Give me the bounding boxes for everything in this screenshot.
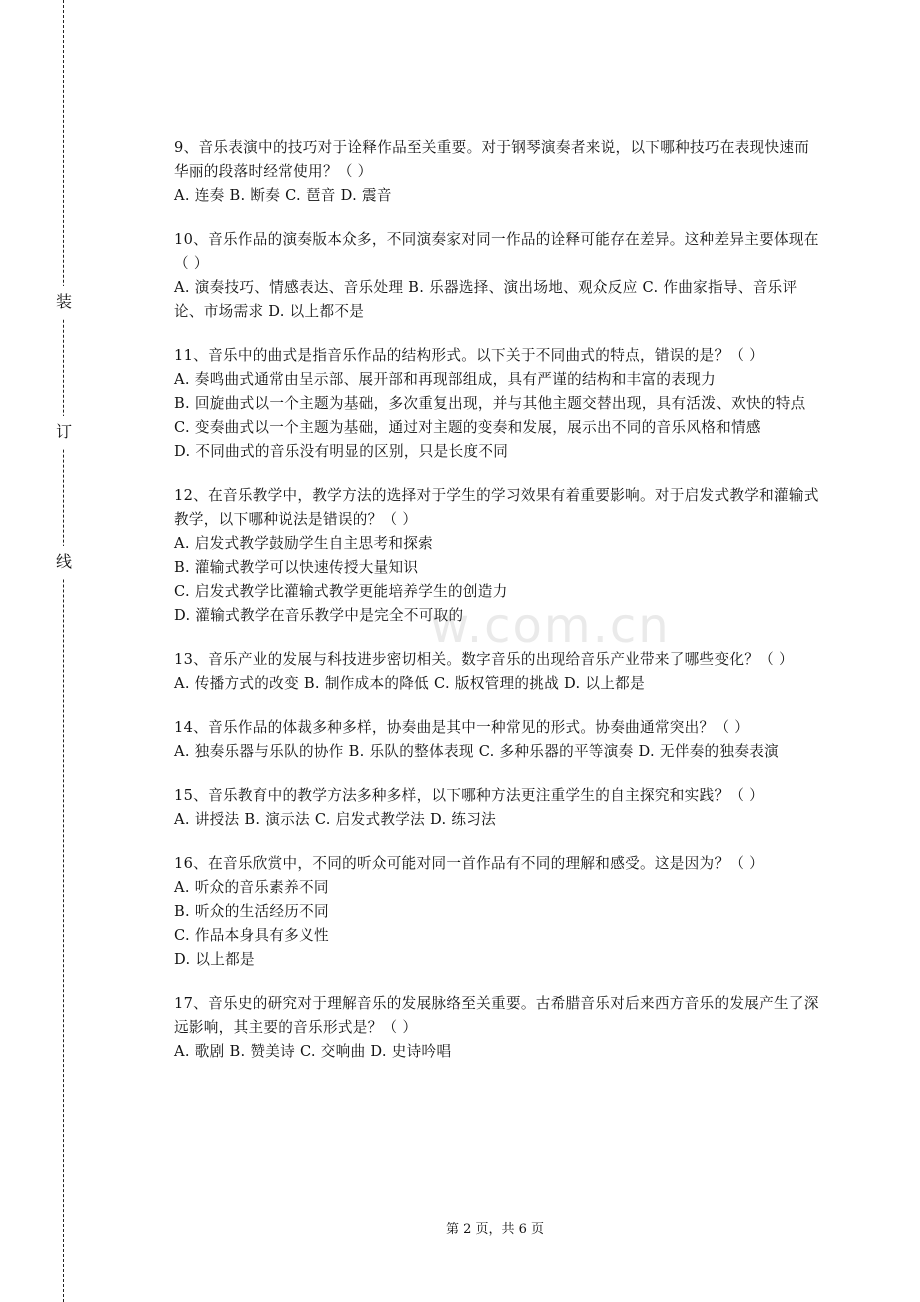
answer-options: A. 连奏 B. 断奏 C. 琶音 D. 震音 — [174, 187, 392, 204]
page-footer: 第 2 页，共 6 页 — [445, 1222, 545, 1237]
answer-options: B. 听众的生活经历不同 — [174, 903, 329, 920]
question-list — [174, 136, 824, 1084]
question-stem: 9、音乐表演中的技巧对于诠释作品至关重要。对于钢琴演奏者来说，以下哪种技巧在表现快速而华丽的段落时经常使用？（ ） — [174, 139, 810, 180]
question-item — [174, 648, 824, 696]
binding-char-xian: 线 — [55, 546, 73, 578]
question-stem: 14、音乐作品的体裁多种多样，协奏曲是其中一种常见的形式。协奏曲通常突出？（ ） — [174, 719, 750, 736]
answer-options: A. 奏鸣曲式通常由呈示部、展开部和再现部组成，具有严谨的结构和丰富的表现力 — [174, 371, 717, 388]
answer-options: C. 变奏曲式以一个主题为基础，通过对主题的变奏和发展，展示出不同的音乐风格和情感 — [174, 419, 761, 436]
answer-options: B. 回旋曲式以一个主题为基础，多次重复出现，并与其他主题交替出现，具有活泼、欢快的特点 — [174, 395, 806, 412]
answer-options: D. 灌输式教学在音乐教学中是完全不可取的 — [174, 607, 464, 624]
answer-options: A. 传播方式的改变 B. 制作成本的降低 C. 版权管理的挑战 D. 以上都是 — [174, 675, 645, 692]
question-item — [174, 992, 824, 1064]
answer-options: A. 演奏技巧、情感表达、音乐处理 B. 乐器选择、演出场地、观众反应 C. 作曲家指导、音乐评论、市场需求 D. 以上都不是 — [174, 279, 798, 320]
answer-options: B. 灌输式教学可以快速传授大量知识 — [174, 559, 419, 576]
answer-options: A. 听众的音乐素养不同 — [174, 879, 329, 896]
question-stem: 15、音乐教育中的教学方法多种多样，以下哪种方法更注重学生的自主探究和实践？（ ） — [174, 787, 765, 804]
binding-dashed-line — [63, 0, 64, 1302]
answer-options: A. 启发式教学鼓励学生自主思考和探索 — [174, 535, 434, 552]
question-stem: 13、音乐产业的发展与科技进步密切相关。数字音乐的出现给音乐产业带来了哪些变化？（ ） — [174, 651, 794, 668]
answer-options: D. 不同曲式的音乐没有明显的区别，只是长度不同 — [174, 443, 509, 460]
question-item — [174, 136, 824, 208]
question-item — [174, 716, 824, 764]
answer-options: A. 歌剧 B. 赞美诗 C. 交响曲 D. 史诗吟唱 — [174, 1043, 452, 1060]
question-stem: 16、在音乐欣赏中，不同的听众可能对同一首作品有不同的理解和感受。这是因为？（ ） — [174, 855, 765, 872]
binding-char-ding: 订 — [55, 416, 73, 448]
answer-options: C. 启发式教学比灌输式教学更能培养学生的创造力 — [174, 583, 508, 600]
question-item — [174, 784, 824, 832]
watermark: w.com.cn — [430, 598, 671, 654]
question-stem: 11、音乐中的曲式是指音乐作品的结构形式。以下关于不同曲式的特点，错误的是？（ ） — [174, 347, 765, 364]
answer-options: A. 独奏乐器与乐队的协作 B. 乐队的整体表现 C. 多种乐器的平等演奏 D. 无伴奏的独奏表演 — [174, 743, 780, 760]
question-item — [174, 484, 824, 628]
question-item — [174, 852, 824, 972]
binding-char-zhuang: 装 — [55, 286, 73, 318]
answer-options: A. 讲授法 B. 演示法 C. 启发式教学法 D. 练习法 — [174, 811, 497, 828]
answer-options: D. 以上都是 — [174, 951, 255, 968]
question-stem: 10、音乐作品的演奏版本众多，不同演奏家对同一作品的诠释可能存在差异。这种差异主要体现在（ ） — [174, 231, 819, 272]
question-item — [174, 344, 824, 464]
question-item — [174, 228, 824, 324]
answer-options: C. 作品本身具有多义性 — [174, 927, 329, 944]
question-stem: 12、在音乐教学中，教学方法的选择对于学生的学习效果有着重要影响。对于启发式教学和灌输式教学，以下哪种说法是错误的？（ ） — [174, 487, 819, 528]
question-stem: 17、音乐史的研究对于理解音乐的发展脉络至关重要。古希腊音乐对后来西方音乐的发展产生了深远影响，其主要的音乐形式是？（ ） — [174, 995, 819, 1036]
